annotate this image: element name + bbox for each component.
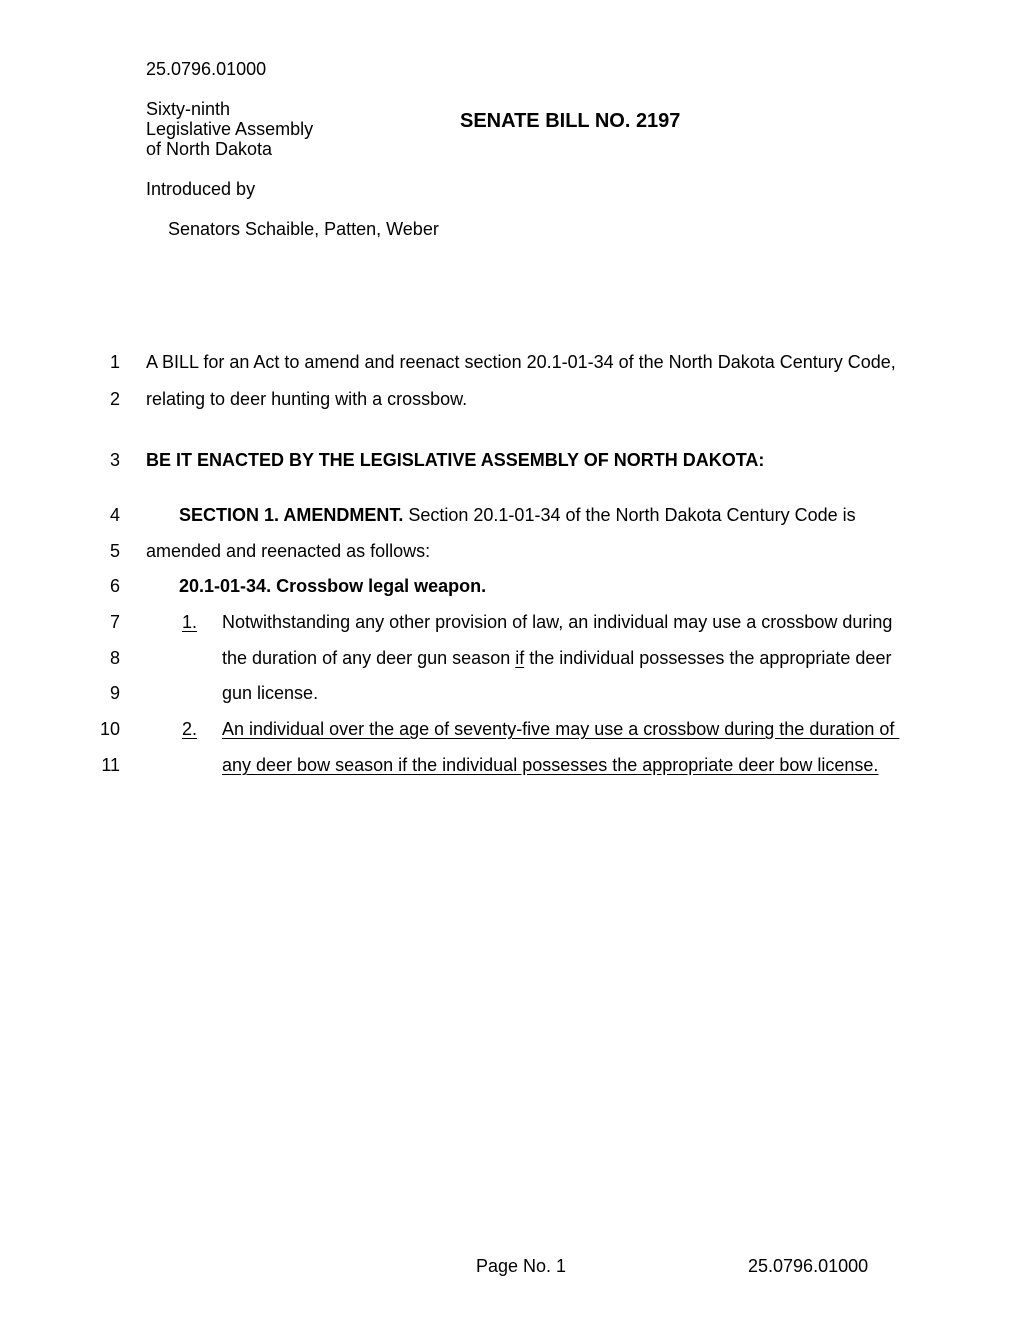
line-number: 11	[101, 755, 120, 775]
item-1-line-2	[222, 648, 891, 668]
bill-title: SENATE BILL NO. 2197	[460, 110, 681, 132]
sponsors: Senators Schaible, Patten, Weber	[168, 219, 439, 239]
item-1-line-3: gun license.	[222, 683, 319, 703]
introduced-by-label: Introduced by	[146, 179, 256, 199]
line-number: 7	[109, 612, 120, 632]
footer-doc-number: 25.0796.01000	[748, 1256, 869, 1276]
line-number: 1	[109, 352, 120, 372]
line-number: 2	[109, 389, 120, 409]
assembly-line-2: Legislative Assembly	[146, 119, 314, 139]
line-number: 10	[99, 719, 120, 739]
line-number: 9	[109, 683, 120, 703]
bill-title-line-2: relating to deer hunting with a crossbow.	[146, 389, 468, 409]
section-1-line-2: amended and reenacted as follows:	[146, 541, 431, 561]
assembly-line-1: Sixty-ninth	[146, 99, 231, 119]
item-1-line-2-a: the duration of any deer gun season	[222, 648, 516, 668]
item-1-number: 1.	[182, 612, 198, 632]
item-2-line-2: any deer bow season if the individual possesses the appropriate deer bow license.	[222, 755, 879, 775]
item-1-line-2-b: the individual possesses the appropriate deer	[524, 648, 892, 668]
section-text: Section 20.1-01-34 of the North Dakota Century Code is	[403, 505, 856, 525]
item-1-line-1: Notwithstanding any other provision of law, an individual may use a crossbow during	[222, 612, 893, 632]
item-2-number: 2.	[182, 719, 198, 739]
assembly-line-3: of North Dakota	[146, 139, 273, 159]
item-2-line-1: An individual over the age of seventy-five may use a crossbow during the duration of	[222, 719, 900, 739]
line-number: 5	[109, 541, 120, 561]
inserted-word-if: if	[515, 648, 525, 668]
statute-heading: 20.1-01-34. Crossbow legal weapon.	[179, 576, 487, 596]
line-number: 8	[109, 648, 120, 668]
line-number: 4	[109, 505, 120, 525]
bill-title-line-1: A BILL for an Act to amend and reenact section 20.1-01-34 of the North Dakota Century Code,	[146, 352, 896, 372]
enacting-clause: BE IT ENACTED BY THE LEGISLATIVE ASSEMBLY OF NORTH DAKOTA:	[146, 450, 765, 470]
section-heading: SECTION 1. AMENDMENT.	[179, 505, 404, 525]
section-1-line	[179, 505, 856, 525]
line-number: 6	[109, 576, 120, 596]
doc-number: 25.0796.01000	[146, 59, 267, 79]
page-number: Page No. 1	[476, 1256, 567, 1276]
line-number: 3	[109, 450, 120, 470]
